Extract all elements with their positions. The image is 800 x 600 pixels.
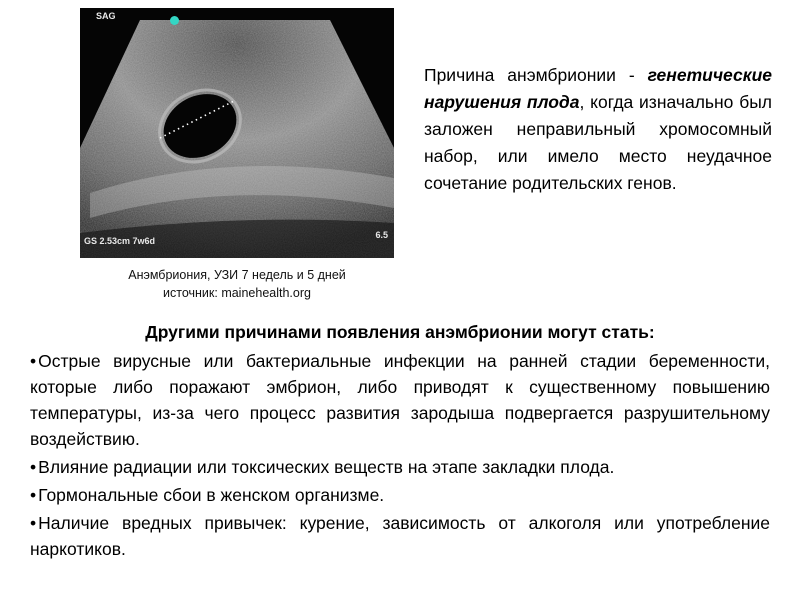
caption-line-2: источник: mainehealth.org: [163, 286, 311, 300]
scan-plane-label: SAG: [96, 11, 116, 21]
caption-line-1: Анэмбриония, УЗИ 7 недель и 5 дней: [128, 268, 346, 282]
intro-text-start: Причина анэмбрионии -: [424, 65, 648, 85]
list-item: • Гормональные сбои в женском организме.: [30, 482, 770, 508]
causes-list: [30, 348, 770, 564]
list-item: • Наличие вредных привычек: курение, зависимость от алкоголя или употребление наркотиков.: [30, 510, 770, 562]
intro-text-end: , когда изначально был заложен неправильный хромосомный набор, или имело место неудачное сочетание родительских генов.: [424, 92, 773, 193]
list-item: • Влияние радиации или токсических веществ на этапе закладки плода.: [30, 454, 770, 480]
list-item: • Острые вирусные или бактериальные инфекции на ранней стадии беременности, которые либо поражают эмбрион, либо приводят к существенному повышению температуры, из-за чего процесс развития зародыша подвергается разрушительному воздействию.: [30, 348, 770, 452]
ultrasound-image: [80, 8, 394, 258]
measurement-label: GS 2.53cm 7w6d: [84, 236, 156, 246]
scan-marker-icon: [170, 16, 179, 25]
ultrasound-scan-graphic: [80, 8, 394, 258]
section-heading: Другими причинами появления анэмбрионии могут стать:: [145, 322, 655, 342]
image-caption: [80, 266, 394, 302]
intro-emphasis: генетические нарушения плода: [424, 65, 772, 112]
intro-paragraph: [424, 62, 772, 197]
depth-label: 6.5: [375, 230, 388, 240]
